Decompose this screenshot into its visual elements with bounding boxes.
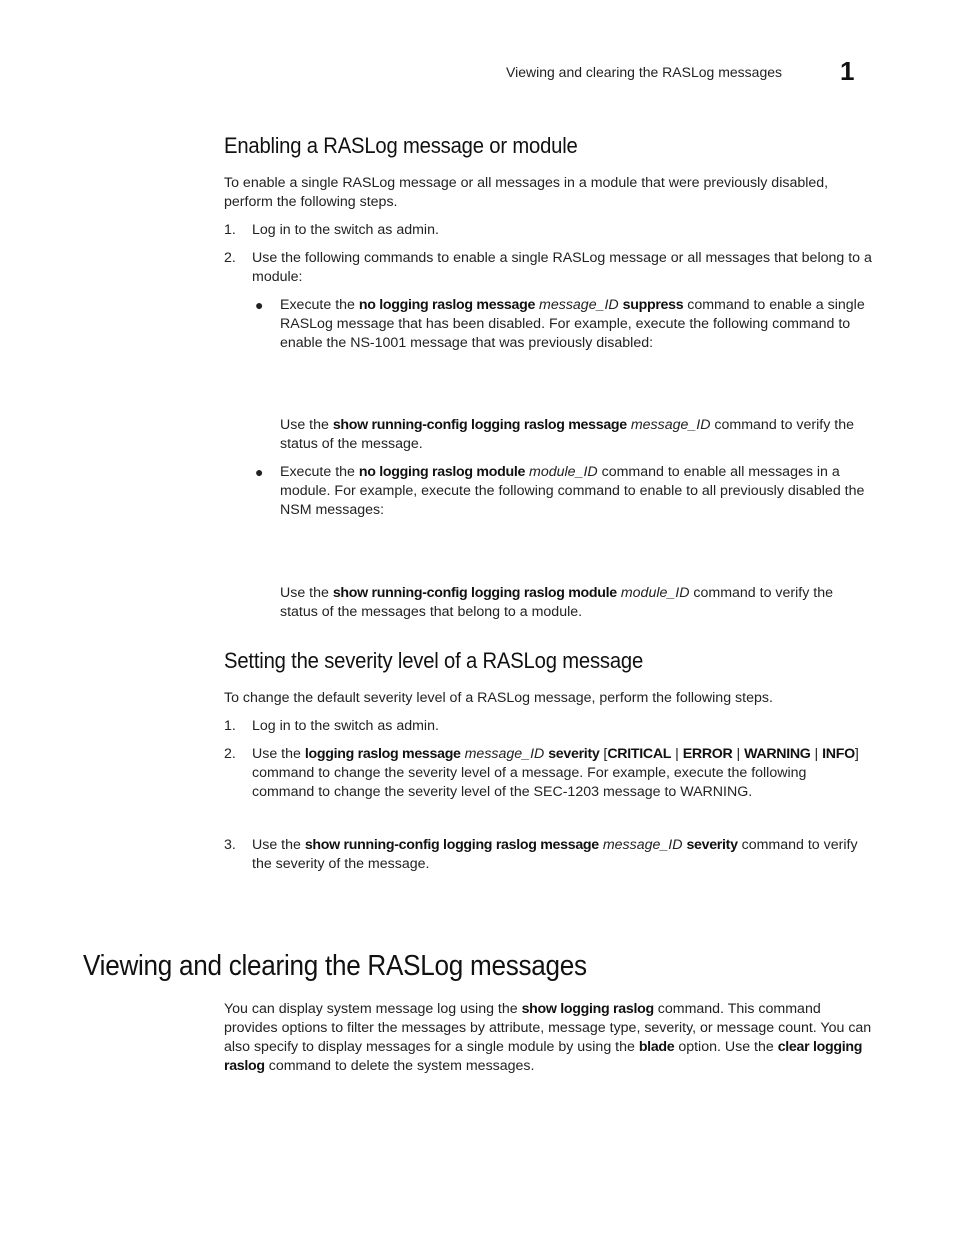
severity-step3-number: 3. <box>224 837 236 853</box>
text: Use the <box>280 585 333 601</box>
severity-step2-number: 2. <box>224 746 236 762</box>
separator: | <box>732 746 745 762</box>
text: command to delete the system messages. <box>264 1058 535 1074</box>
text: Execute the <box>280 297 359 313</box>
command-keyword: clear logging raslog <box>224 1039 863 1074</box>
command-keyword: show logging raslog <box>521 1001 654 1017</box>
bullet-icon: ● <box>255 297 264 313</box>
command-variable: message_ID <box>630 417 711 433</box>
text: Use the <box>280 417 333 433</box>
command-keyword: severity <box>548 746 600 762</box>
separator: | <box>671 746 683 762</box>
severity-step2-text <box>252 745 872 802</box>
section-heading-view: Viewing and clearing the RASLog messages <box>83 950 587 982</box>
text: command to verify the severity of the message. <box>252 837 858 872</box>
enable-bullet2 <box>280 463 872 520</box>
section-heading-enable: Enabling a RASLog message or module <box>224 133 578 158</box>
command-keyword: suppress <box>622 297 684 313</box>
enable-step1-number: 1. <box>224 222 236 238</box>
text: [ <box>599 746 608 762</box>
severity-option: CRITICAL <box>607 746 672 762</box>
text: Use the <box>252 837 305 853</box>
text: ] command to change the severity level of a message. For example, execute the following command to change the severity level of the SEC-1203 message to WARNING. <box>252 746 859 800</box>
text: You can display system message log using the <box>224 1001 522 1017</box>
text: command to verify the status of the message. <box>280 417 854 452</box>
command-variable: message_ID <box>539 297 619 313</box>
severity-step3-text <box>252 836 872 874</box>
separator: | <box>810 746 823 762</box>
enable-verify1 <box>280 416 872 454</box>
severity-intro: To change the default severity level of a RASLog message, perform the following steps. <box>224 690 773 706</box>
text: command to verify the status of the messages that belong to a module. <box>280 585 833 620</box>
text: option. Use the <box>674 1039 778 1055</box>
command-variable: module_ID <box>620 585 690 601</box>
command-keyword: show running-config logging raslog module <box>332 585 617 601</box>
command-keyword: blade <box>638 1039 675 1055</box>
severity-step1-number: 1. <box>224 718 236 734</box>
command-keyword: no logging raslog module <box>358 464 526 480</box>
command-variable: message_ID <box>464 746 545 762</box>
chapter-number: 1 <box>840 56 855 86</box>
command-keyword: no logging raslog message <box>358 297 536 313</box>
severity-step1-text: Log in to the switch as admin. <box>252 718 439 734</box>
text: command to enable a single RASLog message that has been disabled. For example, execute the following command to enable the NS-1001 message that was previously disabled: <box>280 297 865 351</box>
command-keyword: logging raslog message <box>304 746 461 762</box>
command-keyword: show running-config logging raslog message <box>332 417 627 433</box>
command-keyword: severity <box>686 837 738 853</box>
command-variable: module_ID <box>529 464 598 480</box>
enable-bullet1 <box>280 296 872 353</box>
enable-intro: To enable a single RASLog message or all messages in a module that were previously disabled, perform the following steps. <box>224 175 829 210</box>
enable-step2-number: 2. <box>224 250 236 266</box>
severity-option: WARNING <box>744 746 811 762</box>
severity-option: INFO <box>822 746 855 762</box>
severity-option: ERROR <box>682 746 733 762</box>
text: command to enable all messages in a module. For example, execute the following command to enable to all previously disabled the NSM messages: <box>280 464 865 518</box>
text: Use the <box>252 746 305 762</box>
enable-step1-text: Log in to the switch as admin. <box>252 222 439 238</box>
running-header: Viewing and clearing the RASLog messages <box>506 64 783 80</box>
text: command. This command provides options to filter the messages by attribute, message type, severity, or message count. You can also specify to display messages for a single module by using the <box>224 1001 872 1055</box>
enable-step2-text: Use the following commands to enable a single RASLog message or all messages that belong to a module: <box>252 250 872 285</box>
text: Execute the <box>280 464 359 480</box>
section-heading-severity: Setting the severity level of a RASLog message <box>224 648 644 673</box>
enable-verify2 <box>280 584 872 622</box>
command-keyword: show running-config logging raslog message <box>304 837 599 853</box>
command-variable: message_ID <box>602 837 683 853</box>
bullet-icon: ● <box>255 464 264 480</box>
view-body <box>224 1000 872 1076</box>
